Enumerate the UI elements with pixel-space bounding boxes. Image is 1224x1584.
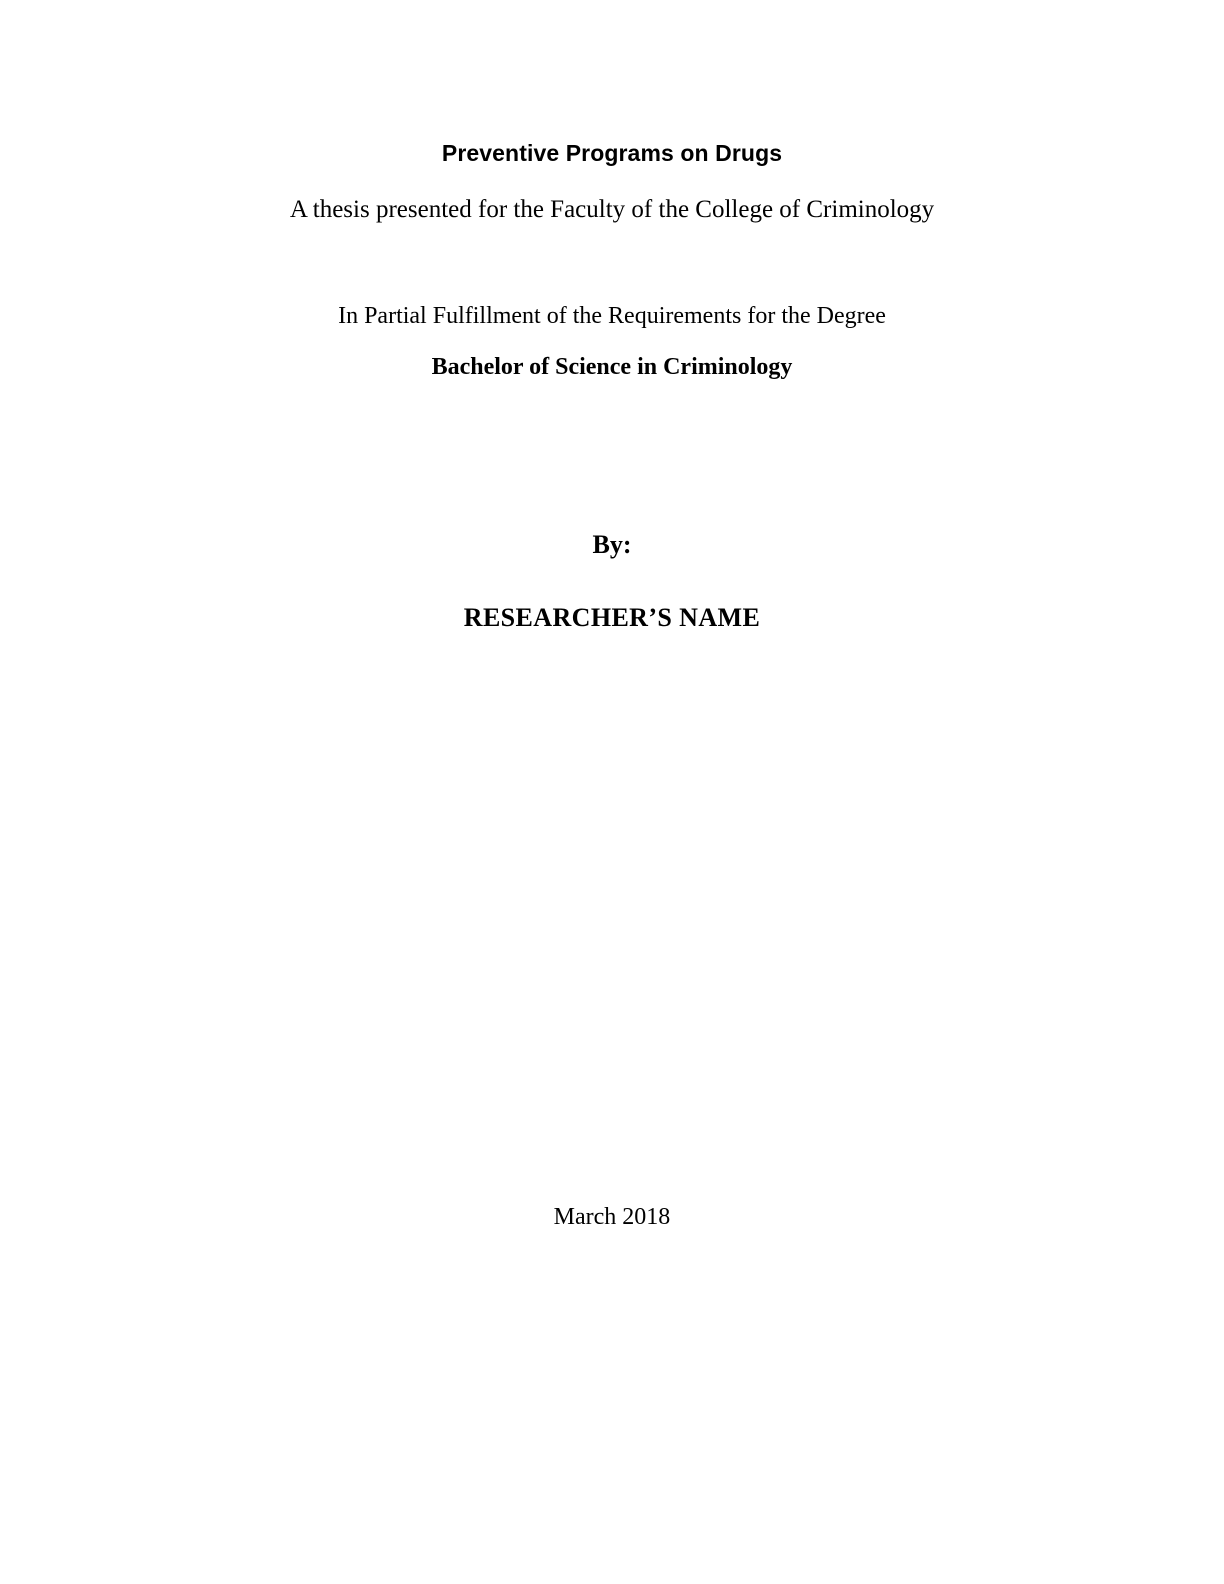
publication-date: March 2018 (553, 1204, 671, 1230)
by-label: By: (592, 530, 632, 559)
degree-statement: In Partial Fulfillment of the Requirements for the Degree (338, 303, 886, 329)
degree-name: Bachelor of Science in Criminology (431, 354, 793, 380)
researcher-name: RESEARCHER’S NAME (463, 603, 761, 632)
page-title: Preventive Programs on Drugs (441, 140, 783, 166)
thesis-subtitle: A thesis presented for the Faculty of the College of Criminology (289, 196, 935, 223)
